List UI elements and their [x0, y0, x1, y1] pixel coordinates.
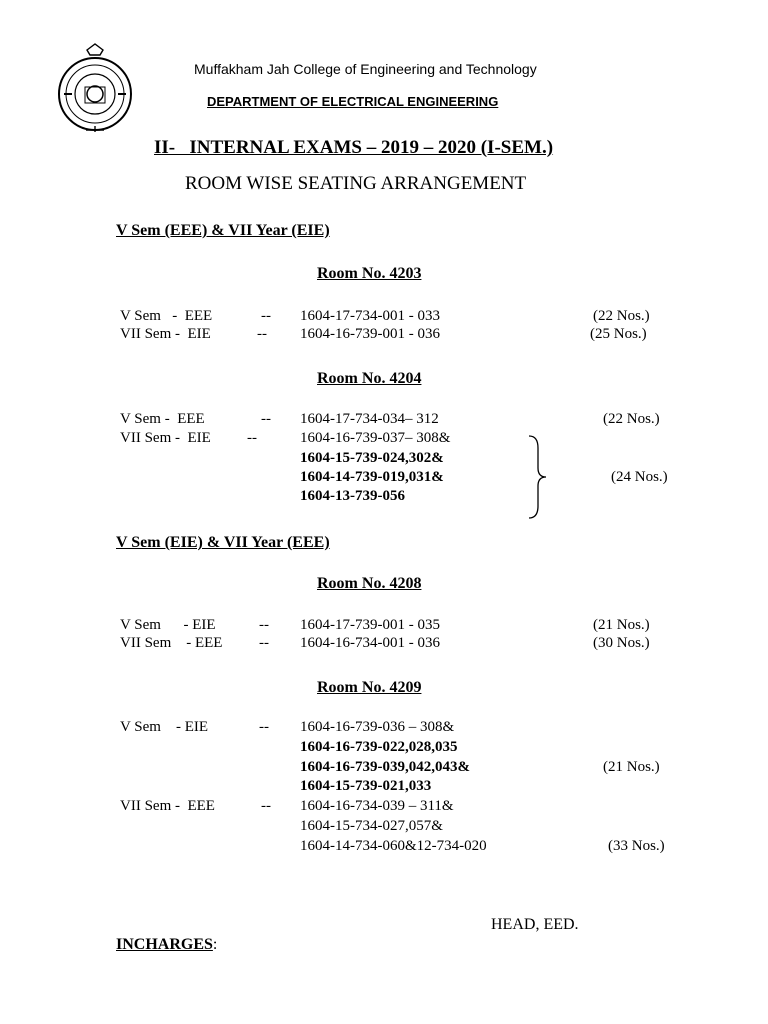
row-separator: --	[261, 308, 271, 324]
student-count: (22 Nos.)	[593, 308, 650, 324]
row-separator: --	[261, 798, 271, 814]
roll-number-range: 1604-14-739-019,031&	[300, 469, 444, 485]
roll-number-range: 1604-17-734-001 - 033	[300, 308, 440, 324]
college-name: Muffakham Jah College of Engineering and Technology	[194, 61, 537, 77]
document-subtitle: ROOM WISE SEATING ARRANGEMENT	[185, 173, 527, 194]
row-separator: --	[257, 326, 267, 342]
roll-number-range: 1604-17-734-034– 312	[300, 411, 439, 427]
row-group: V Sem - EEE	[120, 308, 213, 324]
student-count: (22 Nos.)	[603, 411, 660, 427]
row-separator: --	[259, 719, 269, 735]
incharges-colon: :	[212, 936, 218, 953]
roll-number-range: 1604-16-739-022,028,035	[300, 739, 458, 755]
student-count: (21 Nos.)	[603, 759, 660, 775]
student-count: (33 Nos.)	[608, 838, 665, 854]
right-curly-brace-icon	[526, 434, 550, 520]
student-count: (21 Nos.)	[593, 617, 650, 633]
row-separator: --	[247, 430, 257, 446]
incharges-label	[116, 936, 217, 954]
section-heading-1: V Sem (EEE) & VII Year (EIE)	[116, 222, 330, 239]
roll-number-range: 1604-15-739-021,033	[300, 778, 432, 794]
college-emblem-logo	[56, 42, 134, 134]
row-group: VII Sem - EIE	[120, 430, 211, 446]
roll-number-range: 1604-16-734-001 - 036	[300, 635, 440, 651]
student-count: (25 Nos.)	[590, 326, 647, 342]
roll-number-range: 1604-16-734-039 – 311&	[300, 798, 454, 814]
roll-number-range: 1604-16-739-036 – 308&	[300, 719, 455, 735]
roll-number-range: 1604-15-739-024,302&	[300, 450, 444, 466]
exam-title: II- INTERNAL EXAMS – 2019 – 2020 (I-SEM.)	[154, 137, 554, 158]
roll-number-range: 1604-16-739-037– 308&	[300, 430, 451, 446]
row-separator: --	[259, 617, 269, 633]
room-title-4208: Room No. 4208	[317, 575, 422, 592]
roll-number-range: 1604-13-739-056	[300, 488, 405, 504]
row-group: V Sem - EIE	[120, 617, 216, 633]
row-group: V Sem - EIE	[120, 719, 209, 735]
signature-head-eed: HEAD, EED.	[491, 916, 579, 933]
roll-number-range: 1604-15-734-027,057&	[300, 818, 443, 834]
room-title-4209: Room No. 4209	[317, 679, 422, 696]
row-separator: --	[261, 411, 271, 427]
section-heading-2: V Sem (EIE) & VII Year (EEE)	[116, 534, 330, 551]
row-group: VII Sem - EEE	[120, 635, 223, 651]
row-group: VII Sem - EEE	[120, 798, 215, 814]
incharges-text: INCHARGES	[116, 936, 213, 953]
roll-number-range: 1604-16-739-001 - 036	[300, 326, 440, 342]
room-title-4204: Room No. 4204	[317, 370, 422, 387]
roll-number-range: 1604-17-739-001 - 035	[300, 617, 440, 633]
department-name: DEPARTMENT OF ELECTRICAL ENGINEERING	[207, 94, 499, 109]
room-title-4203: Room No. 4203	[317, 265, 422, 282]
student-count: (30 Nos.)	[593, 635, 650, 651]
student-count: (24 Nos.)	[611, 469, 668, 485]
roll-number-range: 1604-16-739-039,042,043&	[300, 759, 470, 775]
row-group: VII Sem - EIE	[120, 326, 211, 342]
row-separator: --	[259, 635, 269, 651]
row-group: V Sem - EEE	[120, 411, 205, 427]
roll-number-range: 1604-14-734-060&12-734-020	[300, 838, 487, 854]
